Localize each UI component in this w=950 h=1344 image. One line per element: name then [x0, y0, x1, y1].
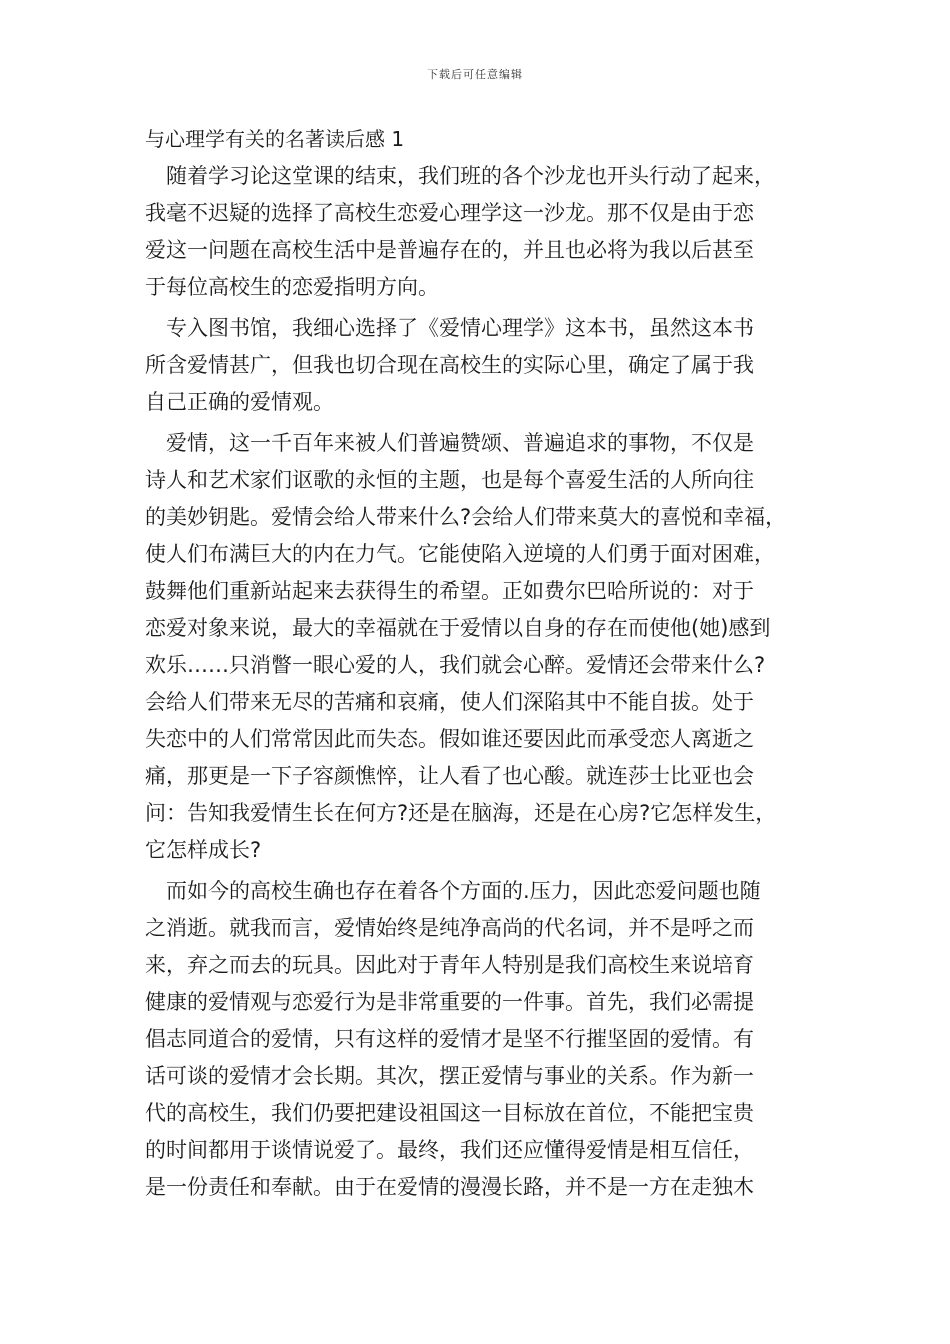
text-line: 健康的爱情观与恋爱行为是非常重要的一件事。首先，我们必需提 — [145, 990, 754, 1014]
text-line: 痛，那更是一下子容颜憔悴，让人看了也心酸。就连莎士比亚也会 — [145, 764, 754, 788]
text-line: 问：告知我爱情生长在何方?还是在脑海，还是在心房?它怎样发生， — [145, 801, 777, 825]
text-line: 欢乐……只消瞥一眼心爱的人，我们就会心醉。爱情还会带来什么? — [145, 653, 766, 677]
text-line: 自己正确的爱情观。 — [145, 390, 334, 414]
paragraph-4 — [145, 873, 805, 1206]
text-line: 失恋中的人们常常因此而失态。假如谁还要因此而承受恋人离逝之 — [145, 727, 754, 751]
text-line: 专入图书馆，我细心选择了《爱情心理学》这本书，虽然这本书 — [166, 316, 754, 340]
text-line: 会给人们带来无尽的苦痛和哀痛，使人们深陷其中不能自拔。处于 — [145, 690, 754, 714]
paragraph-2 — [145, 310, 805, 421]
paragraph-1 — [145, 158, 805, 306]
text-line: 诗人和艺术家们讴歌的永恒的主题，也是每个喜爱生活的人所向往 — [145, 468, 754, 492]
page-header-note: 下载后可任意编辑 — [427, 68, 523, 81]
text-line: 我毫不迟疑的选择了高校生恋爱心理学这一沙龙。那不仅是由于恋 — [145, 201, 754, 225]
text-line: 是一份责任和奉献。由于在爱情的漫漫长路，并不是一方在走独木 — [145, 1175, 754, 1199]
document-body — [145, 158, 805, 1210]
text-line: 话可谈的爱情才会长期。其次，摆正爱情与事业的关系。作为新一 — [145, 1064, 754, 1088]
text-line: 倡志同道合的爱情，只有这样的爱情才是坚不行摧坚固的爱情。有 — [145, 1027, 754, 1051]
text-line: 之消逝。就我而言，爱情始终是纯净高尚的代名词，并不是呼之而 — [145, 916, 754, 940]
text-line: 它怎样成长? — [145, 838, 262, 862]
text-line: 代的高校生，我们仍要把建设祖国这一目标放在首位，不能把宝贵 — [145, 1101, 754, 1125]
text-line: 恋爱对象来说，最大的幸福就在于爱情以自身的存在而使他(她)感到 — [145, 616, 771, 640]
text-line: 爱情，这一千百年来被人们普遍赞颂、普遍追求的事物，不仅是 — [166, 431, 754, 455]
text-line: 爱这一问题在高校生活中是普遍存在的，并且也必将为我以后甚至 — [145, 238, 754, 262]
text-line: 来，弃之而去的玩具。因此对于青年人特别是我们高校生来说培育 — [145, 953, 754, 977]
text-line: 使人们布满巨大的内在力气。它能使陷入逆境的人们勇于面对困难， — [145, 542, 775, 566]
paragraph-3 — [145, 425, 805, 869]
text-line: 鼓舞他们重新站起来去获得生的希望。正如费尔巴哈所说的：对于 — [145, 579, 754, 603]
text-line: 所含爱情甚广，但我也切合现在高校生的实际心里，确定了属于我 — [145, 353, 754, 377]
text-line: 的美妙钥匙。爱情会给人带来什么?会给人们带来莫大的喜悦和幸福， — [145, 505, 787, 529]
text-line: 而如今的高校生确也存在着各个方面的.压力，因此恋爱问题也随 — [166, 879, 761, 903]
document-title: 与心理学有关的名著读后感 1 — [145, 127, 405, 151]
text-line: 随着学习论这堂课的结束，我们班的各个沙龙也开头行动了起来， — [166, 164, 775, 188]
text-line: 于每位高校生的恋爱指明方向。 — [145, 275, 439, 299]
text-line: 的时间都用于谈情说爱了。最终，我们还应懂得爱情是相互信任， — [145, 1138, 754, 1162]
